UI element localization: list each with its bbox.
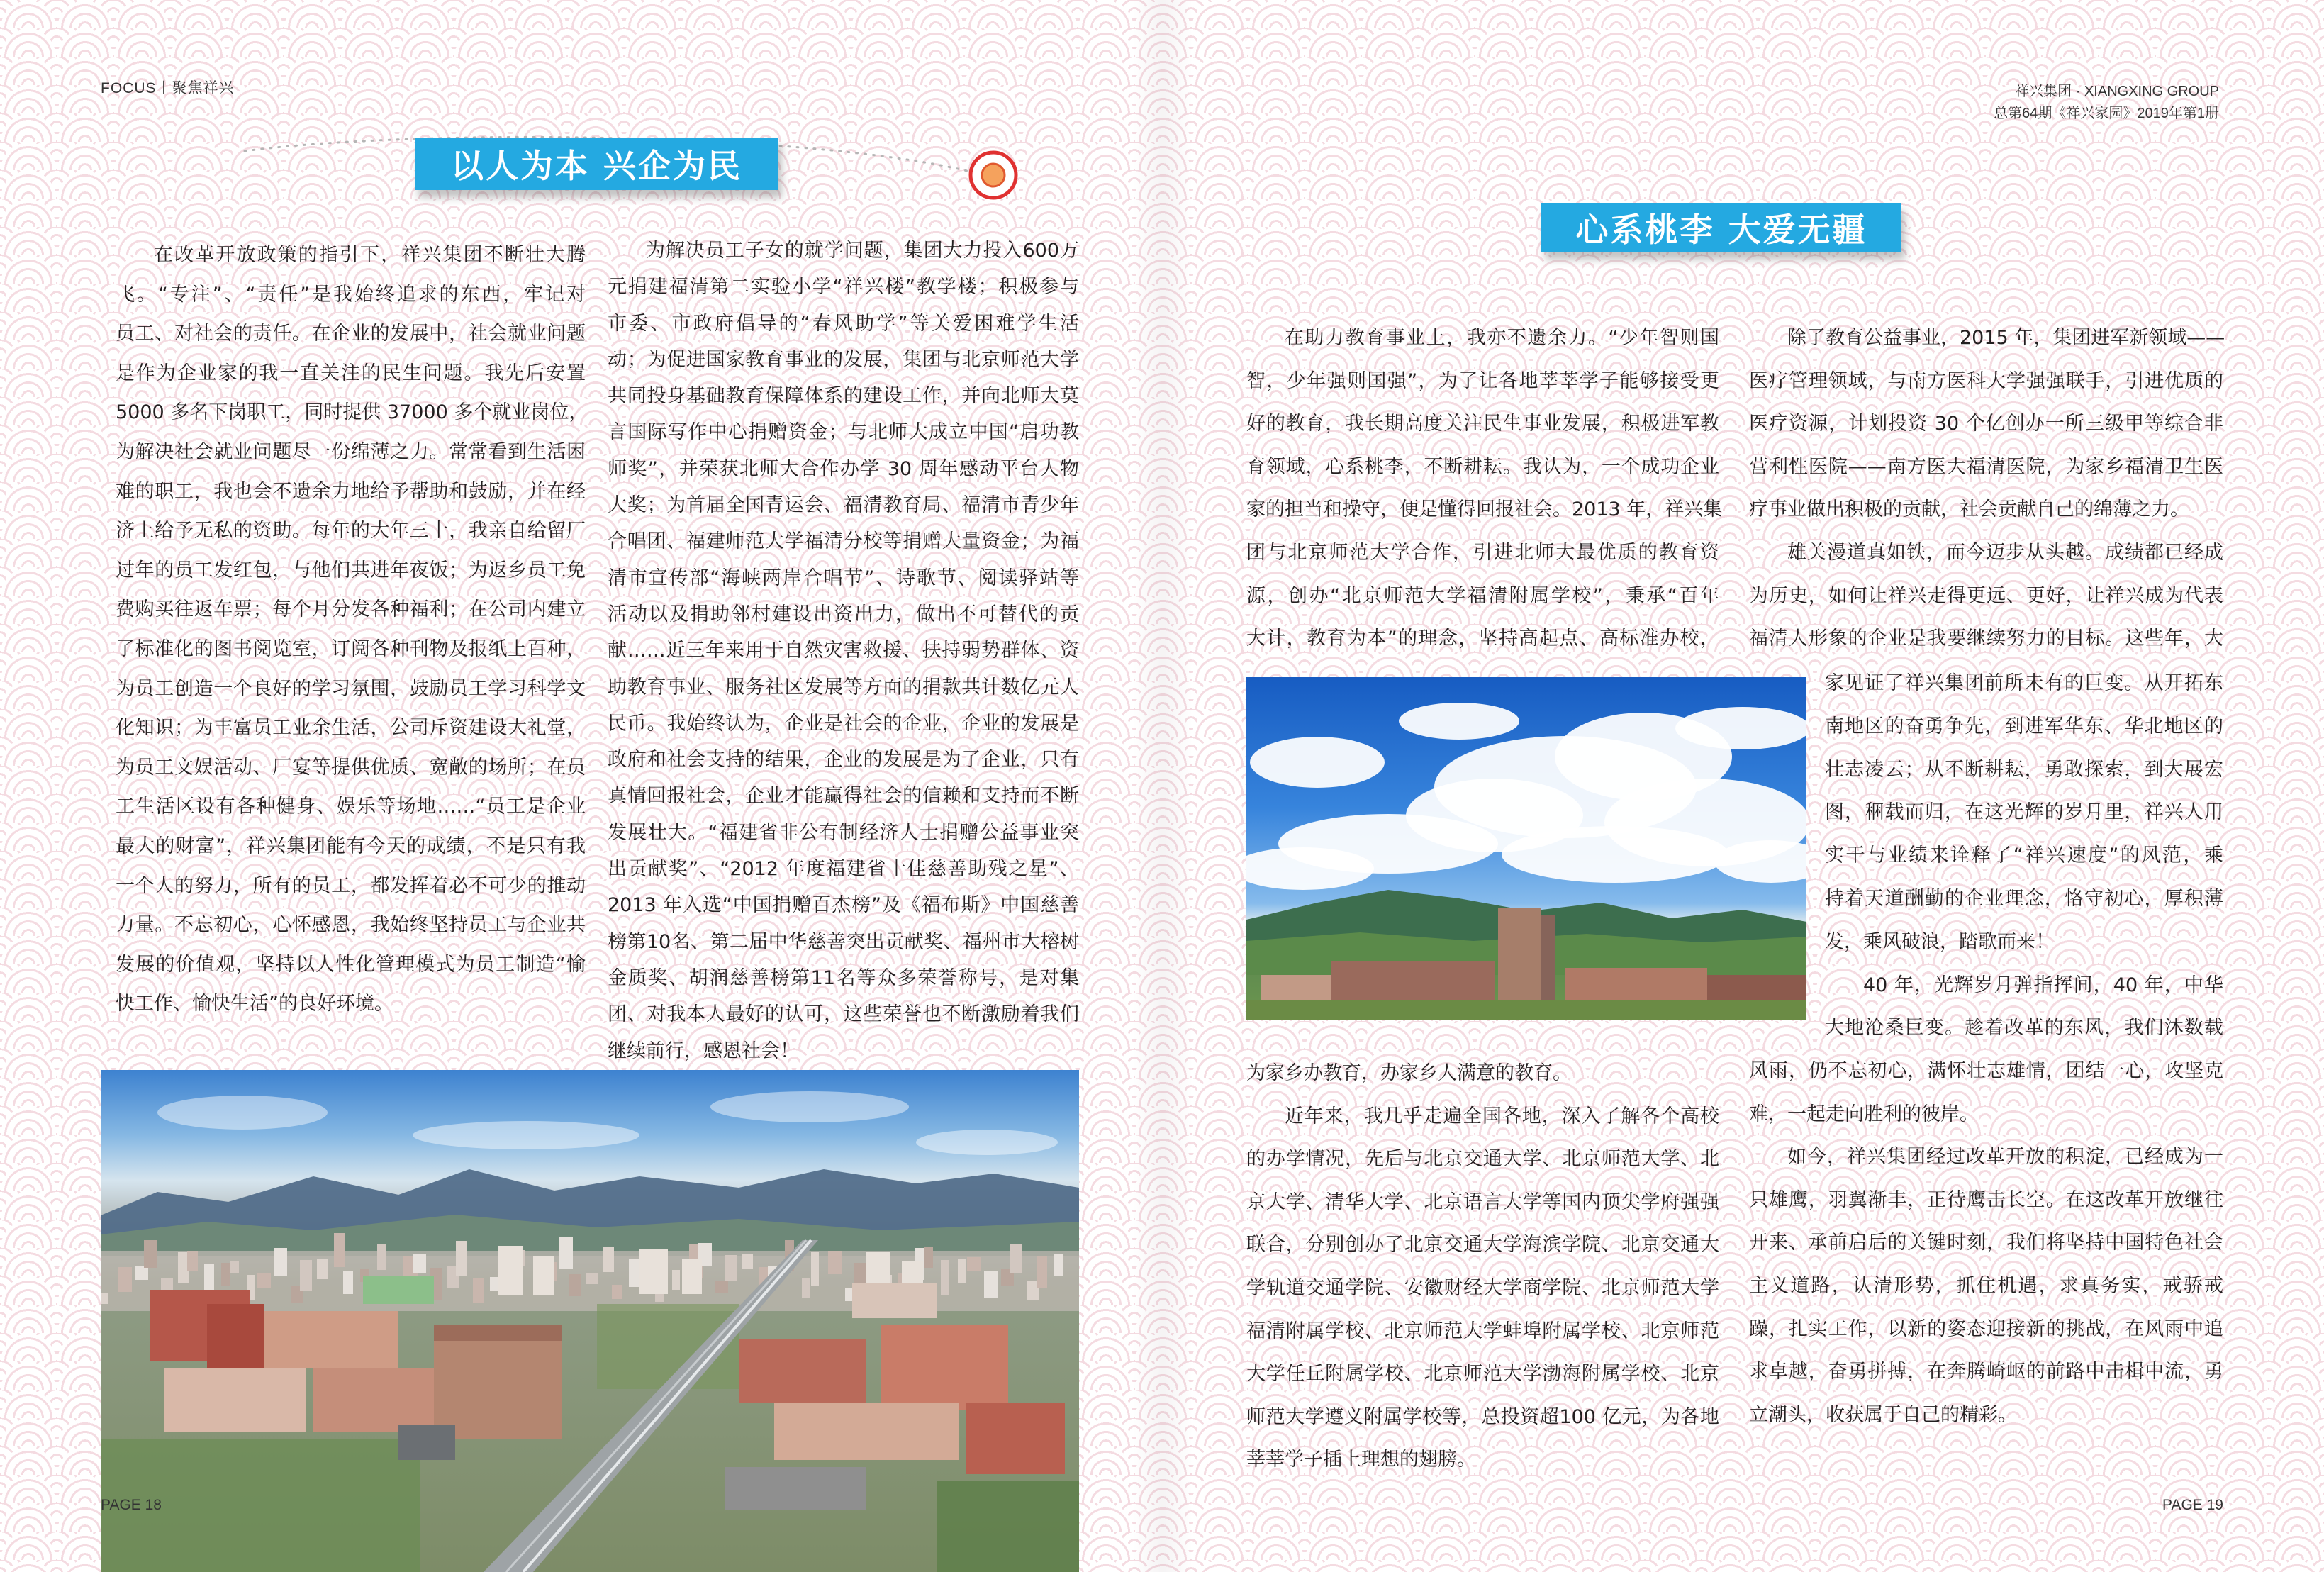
text-line: 动；为促进国家教育事业的发展，集团与北京师范大学 [608, 348, 1079, 371]
distant-building [612, 1285, 622, 1299]
building [434, 1325, 562, 1341]
distant-building [1054, 1254, 1063, 1276]
tall-building [1498, 908, 1541, 1000]
text-line: 莘莘学子插上理想的翅膀。 [1246, 1449, 1476, 1471]
distant-building [343, 1271, 353, 1294]
text-line: 如今，祥兴集团经过改革开放的积淀，已经成为一 [1787, 1146, 2223, 1169]
text-line: 2013 年入选“中国捐赠百杰榜”及《福布斯》中国慈善 [608, 894, 1079, 917]
text-line: 40 年，光辉岁月弹指挥间，40 年，中华 [1863, 974, 2223, 996]
text-line: 金质奖、胡润慈善榜第11名等众多荣誉称号，是对集 [608, 966, 1079, 989]
right-page-column-1-top [1246, 317, 1723, 661]
text-line: 风雨，仍不忘初心，满怀壮志雄情，团结一心，攻坚克 [1749, 1060, 2223, 1082]
text-line: 主义道路，认清形势，抓住机遇，求真务实，戒骄戒 [1749, 1274, 2223, 1297]
building [363, 1276, 434, 1304]
building [398, 1425, 455, 1460]
left-page-column-1 [116, 235, 586, 1024]
text-line: 近年来，我几乎走遍全国各地，深入了解各个高校 [1285, 1105, 1719, 1127]
text-line: 智，少年强则国强”，为了让各地莘莘学子能够接受更 [1246, 369, 1719, 392]
distant-building [187, 1251, 198, 1271]
right-page-title: 心系桃李 大爱无疆 [1575, 210, 1867, 249]
text-line: 医疗管理领域，与南方医科大学强强联手，引进优质的 [1749, 369, 2223, 392]
text-line: 市委、市政府倡导的“春风助学”等关爱困难学生活 [608, 312, 1079, 335]
highrise [533, 1256, 554, 1295]
target-center [982, 164, 1005, 186]
aerial-city-photo-graphic [101, 1070, 1079, 1572]
text-line: 工生活区设有各种健身、娱乐等场地……“员工是企业 [116, 796, 586, 818]
distant-building [742, 1254, 753, 1269]
text-line: 疗事业做出积极的贡献，社会贡献自己的绵薄之力。 [1749, 498, 2189, 521]
text-line: 为员工创造一个良好的学习氛围，鼓励员工学习科学文 [116, 677, 586, 700]
text-line: 育领域，心系桃李，不断耕耘。我认为，一个成功企业 [1246, 455, 1719, 478]
cloud [1399, 703, 1519, 740]
text-line: 助教育事业、服务社区发展等方面的捐款共计数亿元人 [608, 676, 1079, 698]
text-line: 民币。我始终认为，企业是社会的企业，企业的发展是 [608, 712, 1079, 735]
text-line: 榜第10名、第二届中华慈善突出贡献奖、福州市大榕树 [608, 930, 1079, 953]
text-line: 发展壮大。“福建省非公有制经济人士捐赠公益事业突 [608, 821, 1079, 844]
distant-building [715, 1281, 728, 1293]
text-line: 营利性医院——南方医大福清医院，为家乡福清卫生医 [1749, 455, 2223, 478]
text-line: 力量。不忘初心，心怀感恩，我始终坚持员工与企业共 [116, 914, 586, 937]
distant-building [559, 1237, 573, 1269]
distant-building [144, 1240, 157, 1268]
building [774, 1403, 959, 1460]
highrise [682, 1259, 702, 1294]
text-line: 献……近三年来用于自然灾害救援、扶持弱势群体、资 [608, 640, 1079, 662]
paragraph [1749, 317, 2223, 532]
text-line: 立潮头，收获属于自己的精彩。 [1749, 1403, 2017, 1426]
text-line: 源，创办“北京师范大学福清附属学校”，秉承“百年 [1246, 584, 1719, 607]
text-line: 一个人的努力，所有的员工，都发挥着必不可少的推动 [116, 874, 586, 897]
page-fold-shadow [1133, 0, 1192, 1572]
text-line: 团与北京师范大学合作，引进北师大最优质的教育资 [1246, 541, 1719, 564]
text-line: 化知识；为丰富员工业余生活，公司斥资建设大礼堂， [116, 717, 586, 740]
distant-building [221, 1263, 230, 1286]
right-page-column-2-bottom [1749, 1050, 2223, 1437]
distant-building [473, 1278, 484, 1303]
text-line: 大地沧桑巨变。趁着改革的东风，我们沐数载 [1825, 1017, 2223, 1039]
distant-building [1037, 1256, 1047, 1288]
distant-building [811, 1252, 819, 1286]
issue-info: 总第64期《祥兴家园》2019年第1册 [1994, 106, 2219, 121]
text-line: 活动以及捐助邻村建设出资出力，做出不可替代的贡 [608, 603, 1079, 625]
building [881, 1325, 1008, 1410]
building [313, 1368, 441, 1432]
building [852, 1283, 937, 1318]
text-line: 福清人形象的企业是我要继续努力的目标。这些年，大 [1749, 628, 2223, 650]
text-line: 费购买往返车票；每个月分发各种福利；在公司内建立 [116, 598, 586, 621]
text-line: 发展的价值观，坚持以人性化管理模式为员工制造“愉 [116, 953, 586, 976]
field [937, 1481, 1079, 1572]
aerial-city-photo [101, 1070, 1079, 1572]
text-line: 出贡献奖”、“2012 年度福建省十佳慈善助残之星”、 [608, 858, 1079, 881]
tall-building-side [1541, 915, 1555, 1000]
distant-building [1010, 1244, 1022, 1273]
ground [1246, 1000, 1806, 1020]
distant-building [413, 1254, 426, 1273]
text-line: 福清附属学校、北京师范大学蚌埠附属学校、北京师范 [1246, 1320, 1719, 1342]
distant-building [257, 1273, 271, 1288]
paragraph [608, 233, 1079, 1069]
text-line: 过年的员工发红包，与他们共进年夜饭；为返乡员工免 [116, 559, 586, 581]
text-line: 家见证了祥兴集团前所未有的巨变。从开拓东 [1825, 672, 2223, 694]
text-line: 发，乘风破浪，踏歌而来！ [1825, 930, 2055, 953]
building [164, 1368, 306, 1432]
publisher-name: 祥兴集团 · XIANGXING GROUP [2015, 84, 2219, 99]
distant-building [118, 1267, 132, 1292]
text-line: 在改革开放政策的指引下，祥兴集团不断壮大腾 [154, 244, 586, 266]
distant-building [924, 1247, 933, 1268]
text-line: 政府和社会支持的结果，企业的发展是为了企业，只有 [608, 749, 1079, 771]
distant-building [230, 1261, 239, 1273]
text-line: 好的教育，我长期高度关注民生事业发展，积极进军教 [1246, 413, 1719, 435]
campus-building [1331, 961, 1495, 1003]
text-line: 5000 多名下岗职工，同时提供 37000 多个就业岗位， [116, 401, 588, 424]
target-icon [968, 150, 1019, 201]
text-line: 南地区的奋勇争先，到进军华东、华北地区的 [1825, 715, 2223, 737]
text-line: 合唱团、福建师范大学福清分校等捐赠大量资金；为福 [608, 530, 1079, 553]
cloud [1502, 826, 1728, 883]
text-line: 为历史，如何让祥兴走得更远、更好，让祥兴成为代表 [1749, 584, 2223, 607]
paragraph [1749, 1050, 2223, 1136]
text-line: 是作为企业家的我一直关注的民生问题。我先后安置 [116, 362, 586, 384]
building [966, 1403, 1065, 1474]
text-line: 躁，扎实工作，以新的姿态迎接新的挑战，在风雨中追 [1749, 1317, 2223, 1340]
distant-building [725, 1255, 737, 1281]
building [725, 1467, 866, 1510]
campus-sky-photo-graphic [1246, 677, 1806, 1020]
distant-building [629, 1259, 639, 1287]
distant-building [828, 1251, 842, 1274]
distant-building [569, 1274, 581, 1296]
text-line: 京大学、清华大学、北京语言大学等国内顶尖学府强强 [1246, 1191, 1719, 1213]
distant-building [317, 1259, 328, 1279]
distant-building [984, 1271, 998, 1298]
highrise [498, 1246, 523, 1295]
text-line: 快工作、愉快生活”的良好环境。 [116, 993, 393, 1015]
right-page-column-1-bottom [1246, 1052, 1719, 1482]
distant-building [334, 1233, 345, 1267]
target-icon-graphic [968, 150, 1019, 201]
text-line: 飞。“专注”、“责任”是我始终追求的东西，牢记对 [116, 283, 586, 306]
publication-info [1994, 81, 2219, 125]
building [434, 1325, 562, 1439]
right-page-column-2-middle [1825, 662, 2223, 1050]
text-line: 真情回报社会，企业才能赢得社会的信赖和支持而不断 [608, 785, 1079, 808]
paragraph [116, 235, 586, 1024]
text-line: 师奖”，并荣获北师大合作办学 30 周年感动平台人物 [608, 457, 1079, 480]
distant-building [274, 1248, 287, 1276]
text-line: 继续前行，感恩社会！ [608, 1039, 799, 1062]
text-line: 大奖；为首届全国青运会、福清教育局、福清市青少年 [608, 494, 1079, 517]
cloud [413, 1121, 639, 1149]
text-line: 图，稇载而归，在这光辉的岁月里，祥兴人用 [1825, 801, 2223, 824]
cloud [710, 1091, 909, 1122]
cloud [1250, 737, 1385, 788]
text-line: 实干与业绩来诠释了“祥兴速度”的风范，乘 [1825, 844, 2223, 867]
distant-building [300, 1260, 312, 1291]
text-line: 难的职工，我也会不遗余力地给予帮助和鼓励，并在经 [116, 480, 586, 503]
text-line: 医疗资源，计划投资 30 个亿创办一所三级甲等综合非 [1749, 413, 2223, 435]
building [739, 1339, 866, 1403]
right-page-title-banner [1541, 203, 1901, 252]
text-line: 难，一起走向胜利的彼岸。 [1749, 1103, 1979, 1125]
text-line: 在助力教育事业上，我亦不遗余力。“少年智则国 [1285, 327, 1719, 349]
text-line: 只雄鹰，羽翼渐丰，正待鹰击长空。在这改革开放继往 [1749, 1188, 2223, 1211]
text-line: 家的担当和操守，便是懂得回报社会。2013 年，祥兴集 [1246, 498, 1723, 521]
text-line: 除了教育公益事业，2015 年，集团进军新领域—— [1787, 327, 2225, 349]
paragraph [1825, 662, 2223, 964]
text-line: 最大的财富”，祥兴集团能有今天的成绩，不是只有我 [116, 835, 586, 857]
distant-building [101, 1293, 108, 1304]
building [264, 1311, 398, 1368]
cloud [157, 1096, 328, 1130]
text-line: 持着天道酬勤的企业理念，恪守初心，厚积薄 [1825, 887, 2223, 910]
distant-building [941, 1260, 949, 1295]
distant-building [603, 1247, 614, 1272]
text-line: 元捐建福清第二实验小学“祥兴楼”教学楼；积极参与 [608, 276, 1079, 299]
distant-building [672, 1270, 680, 1290]
left-page-title: 以人为本 兴企为民 [450, 147, 742, 185]
text-line: 团、对我本人最好的认可，这些荣誉也不断激励着我们 [608, 1003, 1079, 1026]
text-line: 联合，分别创办了北京交通大学海滨学院、北京交通大 [1246, 1234, 1719, 1256]
paragraph [1749, 1136, 2223, 1437]
left-page-title-banner [415, 138, 778, 190]
text-line: 员工、对社会的责任。在企业的发展中，社会就业问题 [116, 323, 586, 345]
paragraph [1246, 317, 1723, 661]
text-line: 学轨道交通学院、安徽财经大学商学院、北京师范大学 [1246, 1276, 1719, 1299]
paragraph [1825, 964, 2223, 1051]
distant-building [802, 1278, 810, 1298]
text-line: 壮志凌云；从不断耕耘，勇敢探索，到大展宏 [1825, 758, 2223, 781]
section-label: FOCUS丨聚焦祥兴 [101, 80, 235, 96]
distant-building [586, 1273, 598, 1284]
text-line: 言国际写作中心捐赠资金；与北师大成立中国“启功教 [608, 421, 1079, 444]
campus-building [1261, 975, 1331, 1003]
building [207, 1304, 264, 1368]
paragraph [1246, 1052, 1719, 1096]
text-line: 济上给予无私的资助。每年的大年三十，我亲自给留厂 [116, 520, 586, 542]
text-line: 求卓越，奋勇拼搏，在奔腾崎岖的前路中击楫中流，勇 [1749, 1361, 2223, 1383]
text-line: 大计，教育为本”的理念，坚持高起点、高标准办校， [1246, 628, 1719, 650]
cloud [916, 1130, 1058, 1155]
text-line: 师范大学遵义附属学校等，总投资超100 亿元，为各地 [1246, 1405, 1719, 1428]
text-line: 的办学情况，先后与北京交通大学、北京师范大学、北 [1246, 1148, 1719, 1171]
paragraph [1246, 1096, 1719, 1482]
distant-building [967, 1257, 981, 1271]
text-line: 为解决员工子女的就学问题，集团大力投入600万 [646, 240, 1079, 262]
text-line: 共同投身基础教育保障体系的建设工作，并向北师大莫 [608, 385, 1079, 408]
distant-building [456, 1241, 467, 1276]
text-line: 为解决社会就业问题尽一份绵薄之力。常常看到生活困 [116, 440, 586, 463]
campus-sky-photo [1246, 677, 1806, 1020]
text-line: 为家乡办教育，办家乡人满意的教育。 [1246, 1062, 1572, 1084]
left-page-column-2 [608, 233, 1079, 1069]
text-line: 清市宣传部“海峡两岸合唱节”、诗歌节、阅读驿站等 [608, 567, 1079, 589]
highrise [639, 1249, 668, 1294]
distant-building [377, 1244, 386, 1270]
right-page-column-2-top [1749, 317, 2223, 661]
page-number-right: PAGE 19 [2162, 1497, 2223, 1513]
page-number-left: PAGE 18 [101, 1497, 162, 1513]
text-line: 为员工文娱活动、厂宴等提供优质、宽敞的场所；在员 [116, 756, 586, 779]
text-line: 开来、承前启后的关键时刻，我们将坚持中国特色社会 [1749, 1232, 2223, 1254]
text-line: 大学任丘附属学校、北京师范大学渤海附属学校、北京 [1246, 1363, 1719, 1386]
paragraph [1749, 532, 2223, 661]
text-line: 雄关漫道真如铁，而今迈步从头越。成绩都已经成 [1787, 541, 2223, 564]
text-line: 了标准化的图书阅览室，订阅各种刊物及报纸上百种， [116, 637, 586, 660]
distant-building [958, 1259, 966, 1283]
